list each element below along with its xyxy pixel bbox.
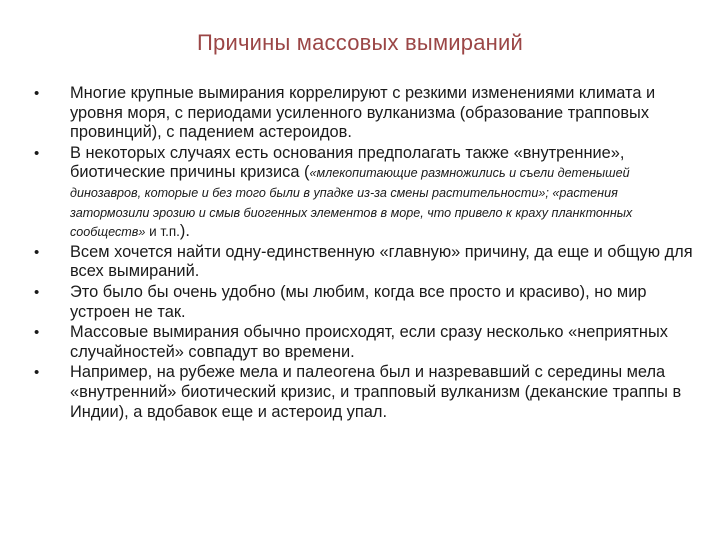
bullet-item bbox=[34, 144, 694, 242]
bullet-text: Многие крупные вымирания коррелируют с резкими изменениями климата и уровня моря, с периодами усиленного вулканизма (образование трапповых провинций), с падением астероидов. bbox=[70, 84, 656, 142]
bullet-marker: • bbox=[34, 144, 40, 162]
bullet-marker: • bbox=[34, 364, 40, 382]
bullet-item bbox=[34, 283, 694, 322]
bullet-list bbox=[34, 84, 694, 423]
bullet-text: Всем хочется найти одну-единственную «главную» причину, да еще и общую для всех вымираний. bbox=[70, 242, 693, 281]
bullet-item bbox=[34, 84, 694, 143]
bullet-item bbox=[34, 363, 694, 422]
bullet-text: Массовые вымирания обычно происходят, если сразу несколько «неприятных случайностей» совпадут во времени. bbox=[70, 323, 668, 361]
bullet-text-end: ). bbox=[179, 222, 190, 241]
bullet-text-etc: и т.п. bbox=[145, 224, 180, 240]
bullet-italic-quote: «млекопитающие размножились и съели детенышей динозавров, которые и без того были в упадке из-за смены растительности»; «растения затормозили эрозию и смыв биогенных элементов в море, что привело к краху планктонных сообществ» bbox=[70, 166, 633, 240]
bullet-marker: • bbox=[34, 283, 40, 301]
bullet-marker: • bbox=[34, 85, 40, 102]
bullet-item bbox=[34, 323, 694, 362]
slide-title: Причины массовых вымираний bbox=[197, 30, 523, 55]
bullet-marker: • bbox=[34, 243, 40, 261]
bullet-text: Например, на рубеже мела и палеогена был и назревавший с середины мела «внутренний» биотический кризис, и трапповый вулканизм (деканские траппы в Индии), а вдобавок еще и астероид упал. bbox=[70, 363, 682, 421]
bullet-text: Это было бы очень удобно (мы любим, когда все просто и красиво), но мир устроен не так. bbox=[70, 282, 647, 321]
bullet-marker: • bbox=[34, 324, 40, 342]
bullet-item bbox=[34, 243, 694, 282]
bullet-text: В некоторых случаях есть основания предполагать также «внутренние», биотические причины кризиса ( bbox=[70, 143, 625, 182]
